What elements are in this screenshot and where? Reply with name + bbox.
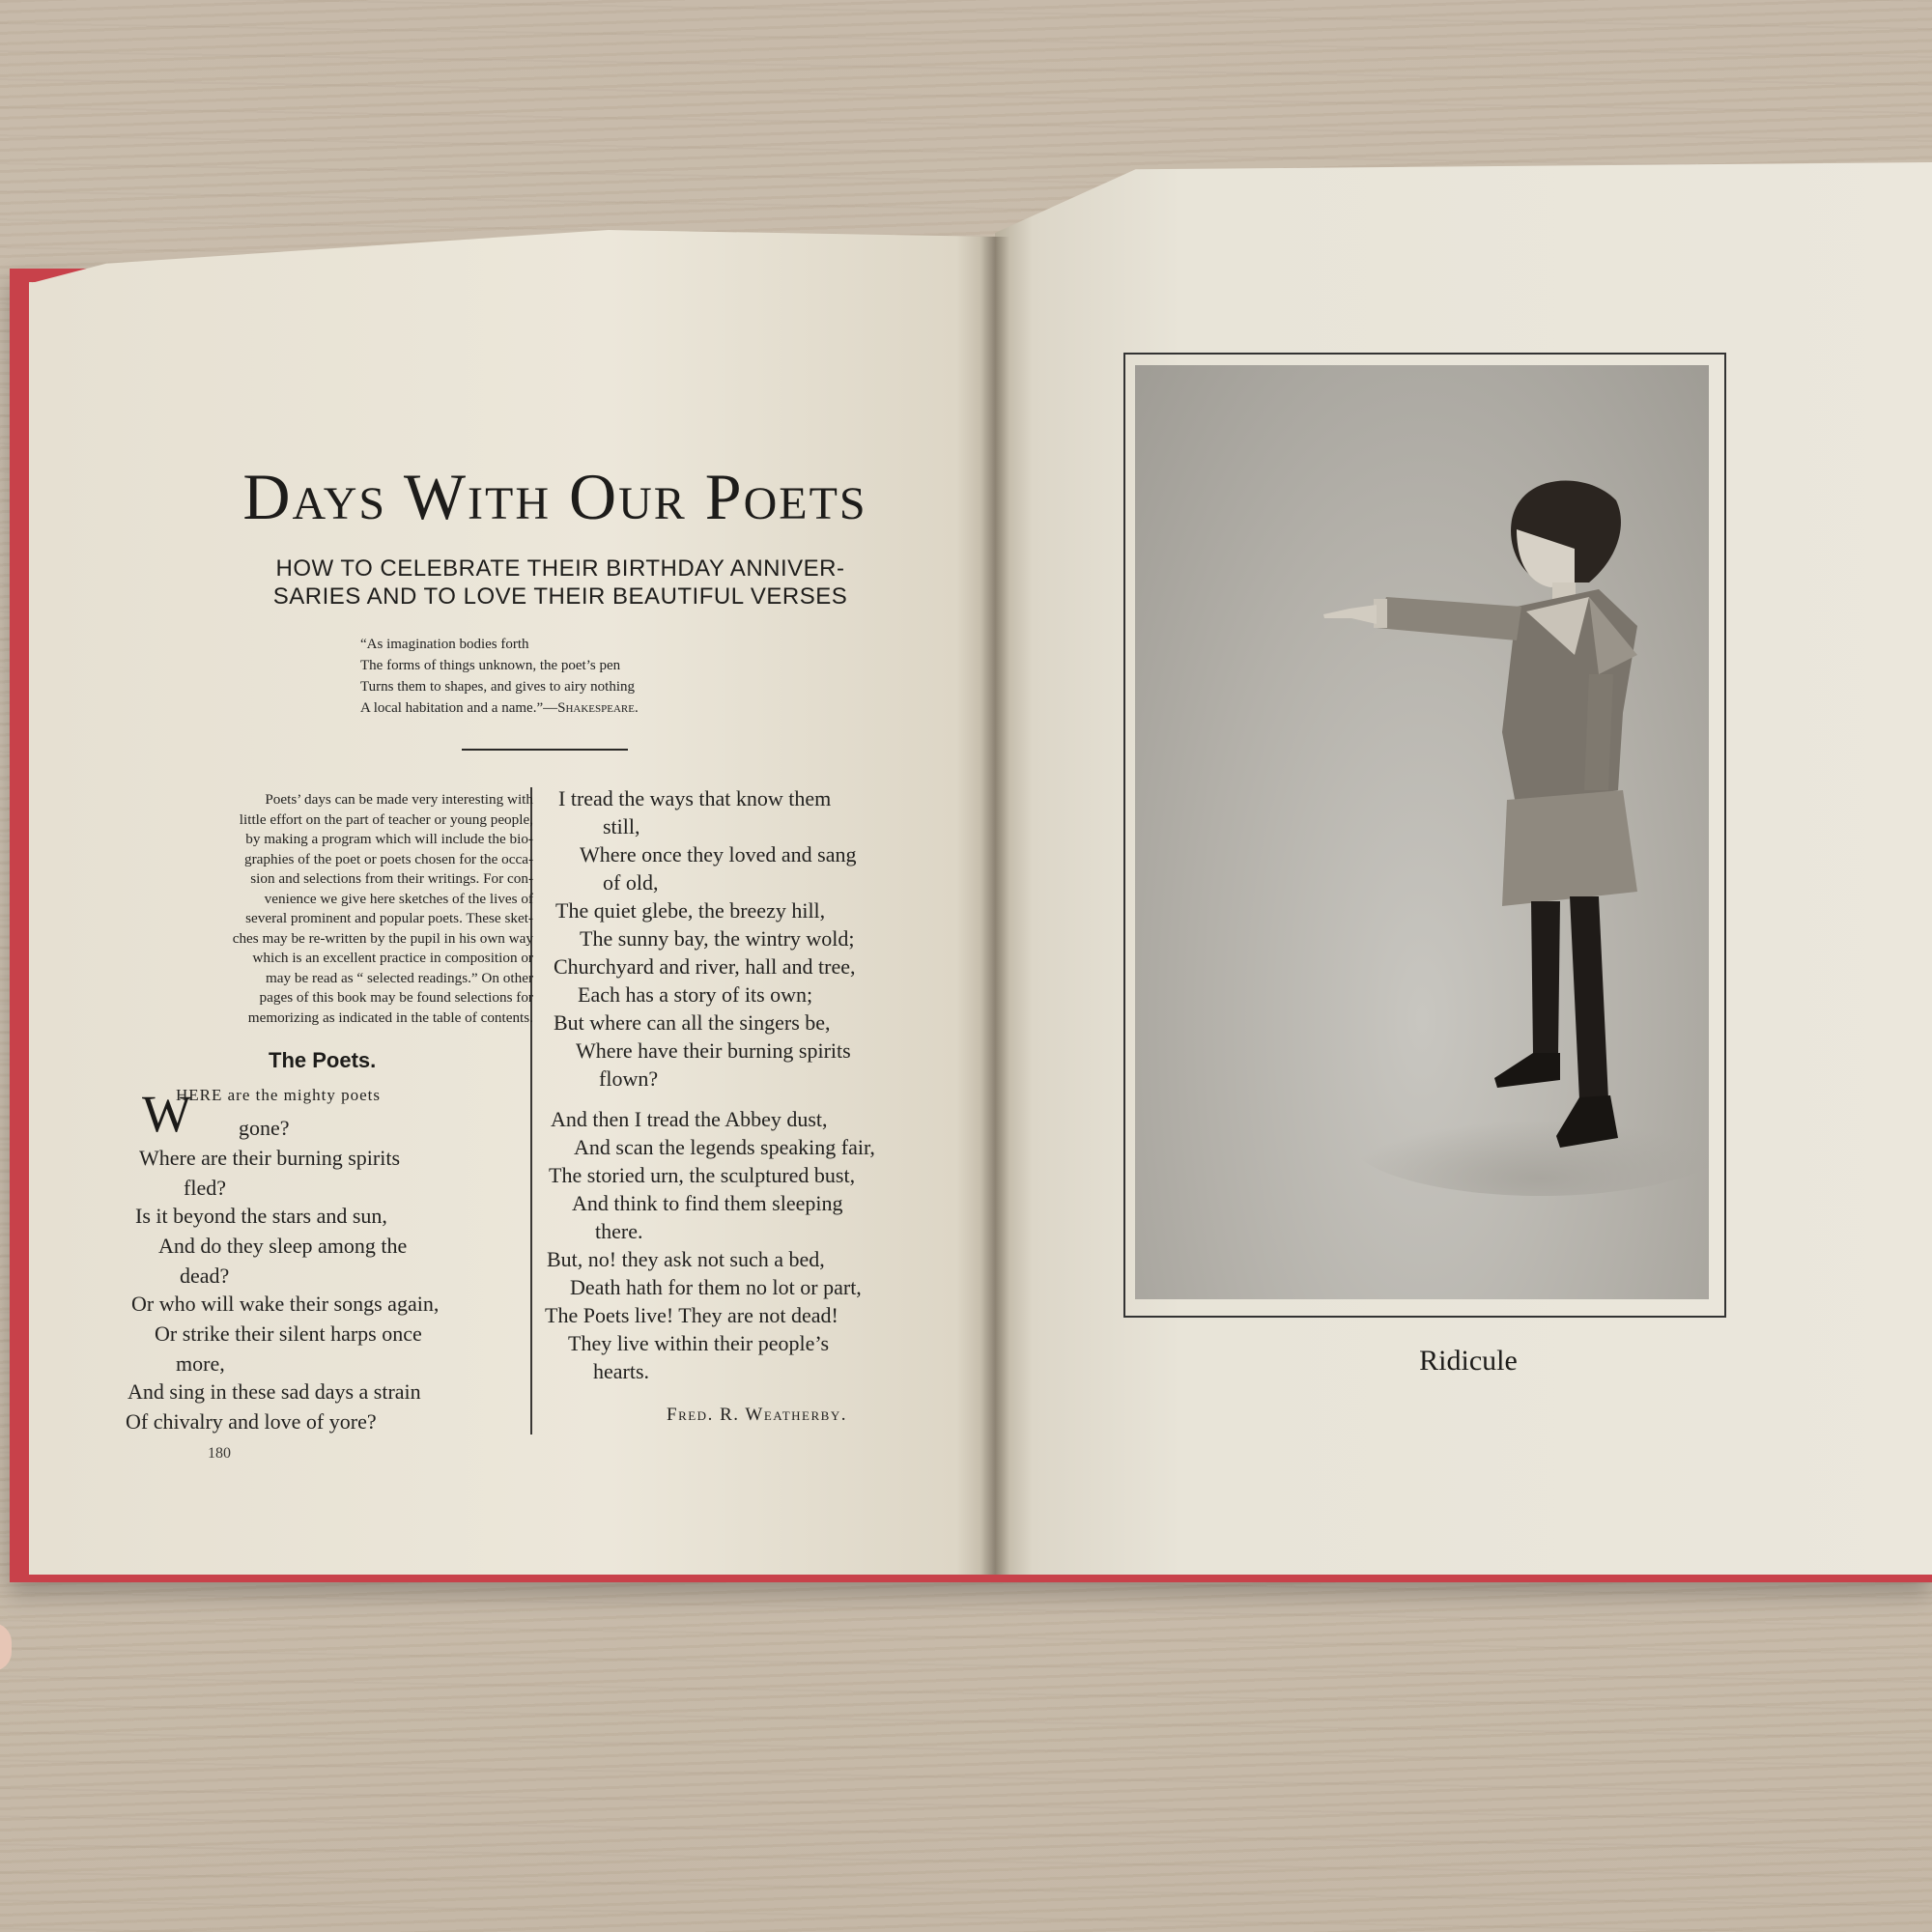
epigraph-line-2: The forms of things unknown, the poet’s pen: [360, 658, 621, 673]
intro-line: memorizing as indicated in the table of contents.: [247, 1009, 533, 1026]
subtitle-line-1: HOW TO CELEBRATE THEIR BIRTHDAY ANNIVER-: [275, 555, 845, 582]
poem-line: fled?: [184, 1176, 226, 1200]
poem-line: I tread the ways that know them: [558, 786, 832, 810]
poem-line: The sunny bay, the wintry wold;: [580, 926, 855, 951]
page-title: Days With Our Poets: [242, 460, 867, 533]
intro-line: Poets’ days can be made very interesting with: [265, 791, 533, 808]
intro-line: which is an excellent practice in composition or: [252, 950, 533, 966]
epigraph-attribution: Shakespeare.: [557, 700, 639, 716]
poem-line: And then I tread the Abbey dust,: [551, 1107, 828, 1131]
poem-line: Or who will wake their songs again,: [131, 1292, 440, 1316]
poem-heading: The Poets.: [269, 1048, 377, 1072]
poem-line: Of chivalry and love of yore?: [126, 1409, 377, 1434]
intro-line: graphies of the poet or poets chosen for the occa-: [244, 850, 533, 867]
poem-line: more,: [176, 1351, 225, 1376]
intro-line: by making a program which will include the bio-: [245, 831, 533, 847]
book-gutter: [980, 237, 1009, 1575]
intro-line: several prominent and popular poets. These sket-: [245, 910, 533, 926]
poem-line: Is it beyond the stars and sun,: [135, 1204, 387, 1228]
poem-line: there.: [595, 1219, 643, 1243]
intro-line: may be read as “ selected readings.” On other: [265, 969, 533, 986]
epigraph-line-3: Turns them to shapes, and gives to airy nothing: [360, 679, 636, 695]
poem-line: The quiet glebe, the breezy hill,: [555, 898, 826, 923]
poem-line: gone?: [239, 1116, 290, 1140]
plate-caption: Ridicule: [1419, 1345, 1518, 1377]
intro-paragraph: [145, 790, 533, 1028]
poem-line: But, no! they ask not such a bed,: [547, 1247, 825, 1271]
intro-line: sion and selections from their writings. For con-: [250, 870, 533, 887]
poem-line: The Poets live! They are not dead!: [545, 1303, 838, 1327]
poem-line: And sing in these sad days a strain: [128, 1379, 421, 1404]
poem-line: Each has a story of its own;: [578, 982, 813, 1007]
poem-line: dead?: [180, 1264, 230, 1288]
poem-line: But where can all the singers be,: [554, 1010, 831, 1035]
reader-finger: [0, 1623, 12, 1671]
poem-line: HERE are the mighty poets: [176, 1086, 381, 1104]
epigraph-line-4: [360, 700, 639, 717]
poem-line: They live within their people’s: [568, 1331, 830, 1355]
intro-line: ches may be re-written by the pupil in his own way: [232, 929, 533, 947]
poem-line: Death hath for them no lot or part,: [570, 1275, 862, 1299]
poem-line: Churchyard and river, hall and tree,: [554, 954, 856, 979]
intro-line: little effort on the part of teacher or young people,: [239, 810, 533, 828]
page-number: 180: [208, 1445, 231, 1462]
poem-line: hearts.: [593, 1359, 650, 1383]
poem-line: And scan the legends speaking fair,: [574, 1135, 875, 1159]
poem-line: Where once they loved and sang: [580, 842, 857, 867]
poem-line: flown?: [599, 1066, 659, 1091]
poem-line: still,: [603, 814, 640, 838]
poem-line: The storied urn, the sculptured bust,: [549, 1163, 856, 1187]
poem-dropcap: W: [142, 1085, 191, 1143]
boy-figure-illustration: [1135, 365, 1709, 1299]
poem-line: And do they sleep among the: [158, 1234, 408, 1258]
intro-line: venience we give here sketches of the lives of: [264, 890, 533, 907]
epigraph-text: A local habitation and a name.”—: [360, 700, 558, 716]
boy-pointing-photo: [1135, 365, 1709, 1299]
poem-line: And think to find them sleeping: [572, 1191, 843, 1215]
intro-line: pages of this book may be found selections for: [259, 989, 533, 1006]
poem-line: of old,: [603, 870, 659, 895]
epigraph-line-1: “As imagination bodies forth: [360, 637, 529, 652]
poem-line: Where have their burning spirits: [576, 1038, 851, 1063]
section-rule: [462, 749, 628, 751]
subtitle-line-2: SARIES AND TO LOVE THEIR BEAUTIFUL VERSES: [272, 583, 848, 610]
poem-line: Where are their burning spirits: [139, 1146, 401, 1170]
poem-line: Or strike their silent harps once: [155, 1321, 422, 1346]
poem-author: Fred. R. Weatherby.: [667, 1405, 847, 1425]
